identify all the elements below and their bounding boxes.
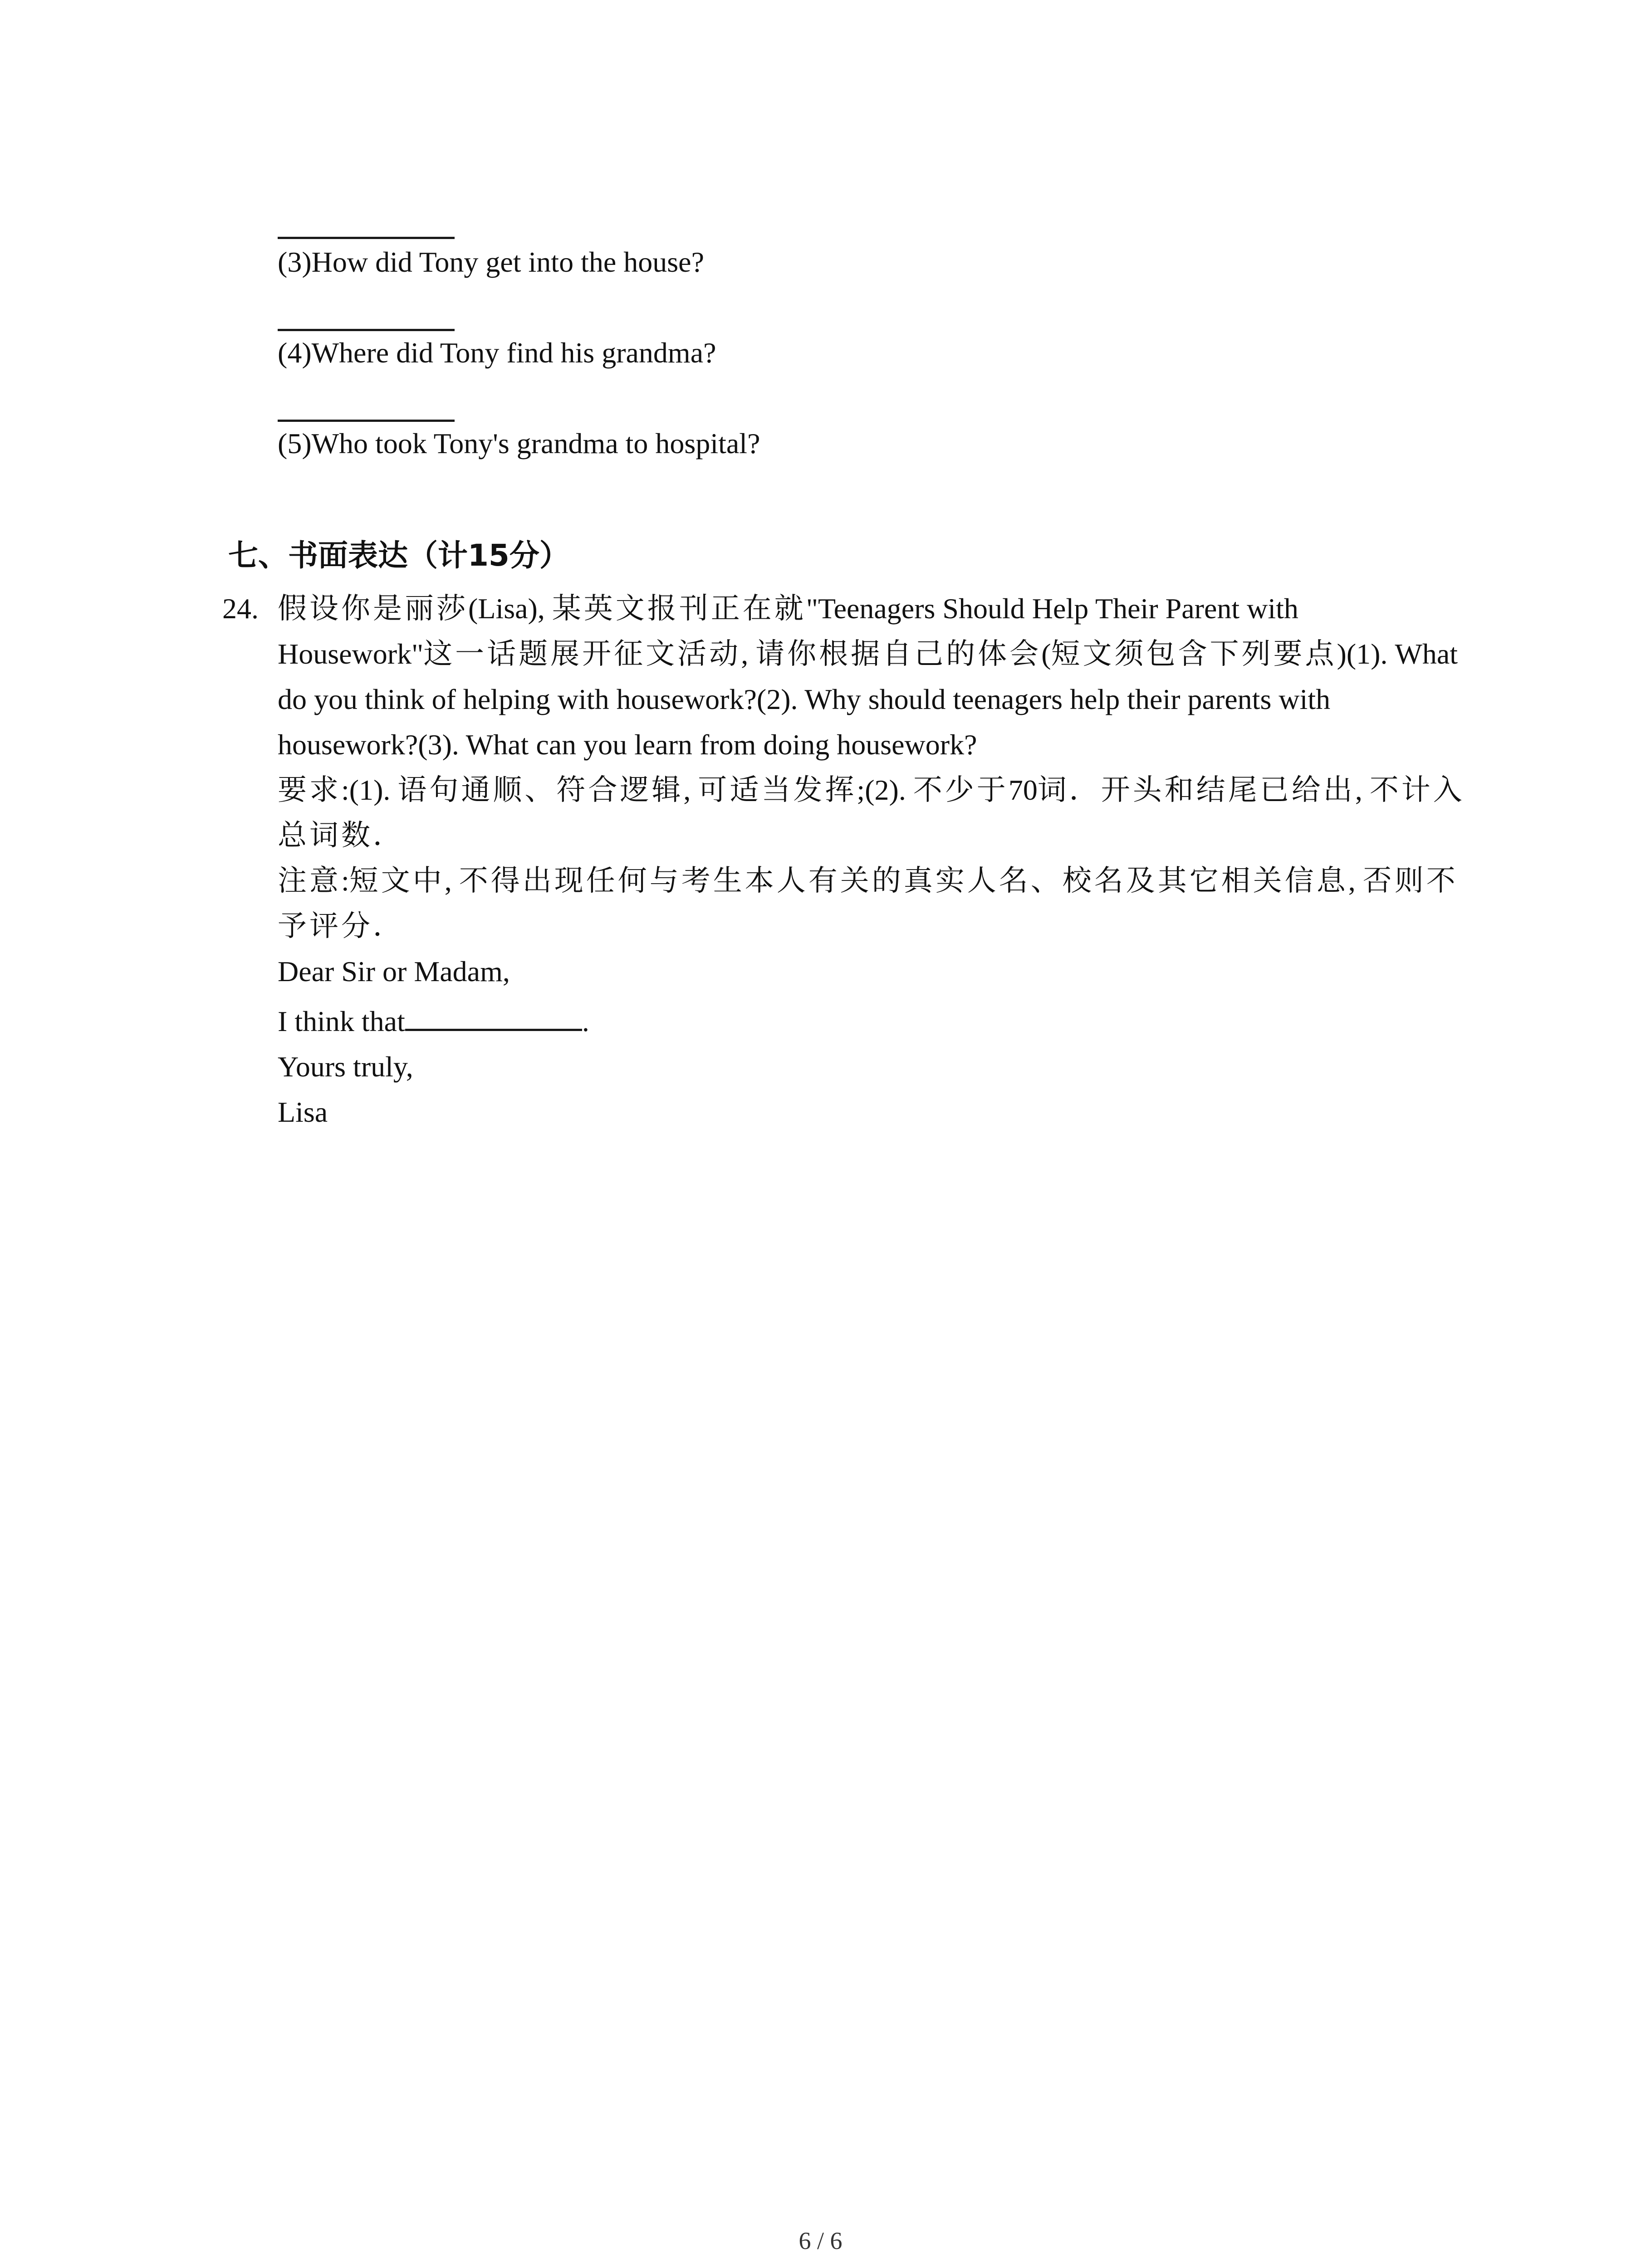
q24-line2-en4: )(1). What [1337,638,1458,670]
q24-line2-en3: ( [1041,638,1051,670]
q24-line2-en: Housework" [278,638,424,670]
q24-prompt-line-1 [278,588,1298,629]
q24-note-line-2: 予评分． [278,909,405,943]
q24-line1-cn: 假设你是丽莎 [278,592,468,626]
question-4: (4)Where did Tony find his grandma? [278,337,716,369]
req-cn-6: 不计入 [1369,773,1465,807]
q24-line1-cn2: 某英文报刊正在就 [552,592,806,626]
question-number: 24. [222,592,259,625]
letter-signature: Lisa [278,1096,328,1128]
q24-note-line-1 [278,860,1458,901]
req-en-5: , [1355,774,1370,806]
q24-prompt-line-2 [278,634,1458,675]
section-title: 七、书面表达（计15分） [228,538,569,573]
page-number: 6 / 6 [798,2227,843,2254]
req-cn-4: 不少于 [913,773,1009,807]
q24-line2-cn2: 请你根据自己的体会 [755,637,1042,671]
q24-line2-cn: 这一话题展开征文活动 [423,637,741,671]
question-5: (5)Who took Tony's grandma to hospital? [278,427,760,459]
answer-blank-q3[interactable] [278,329,455,331]
note-cn-3: 不得出现任何与考生本人有关的真实人名、校名及其它相关信息 [459,864,1348,898]
req-cn-1: 要求 [278,773,341,807]
answer-blank-q2[interactable] [278,237,455,239]
q24-requirements-line-1 [278,770,1465,811]
q24-line2-en2: , [741,638,756,670]
letter-body-start: I think that [278,1005,405,1037]
req-cn-5: 词．开头和结尾已给出 [1037,773,1355,807]
q24-line2-cn3: 短文须包含下列要点 [1051,637,1337,671]
req-en-3: ;(2). [857,774,913,806]
req-en-2: , [683,774,698,806]
answer-blank-q4[interactable] [278,420,455,422]
note-cn-2: 短文中 [349,864,445,898]
req-en-4: 70 [1008,774,1038,806]
note-cn-4: 否则不 [1362,864,1458,898]
letter-closing: Yours truly, [278,1051,413,1083]
note-en-2: , [444,865,459,897]
q24-prompt-line-4: housework?(3). What can you learn from doing housework? [278,728,977,761]
q24-line1-en2: "Teenagers Should Help Their Parent with [806,592,1298,625]
q24-line1-en: (Lisa), [468,592,552,625]
letter-body [278,1001,589,1042]
q24-requirements-line-2: 总词数． [278,819,405,852]
letter-answer-blank[interactable] [405,1006,582,1031]
letter-body-end: . [582,1005,589,1037]
req-cn-2: 语句通顺、符合逻辑 [397,773,684,807]
req-en-1: :(1). [341,774,398,806]
note-cn-1: 注意 [278,864,341,898]
q24-prompt-line-3: do you think of helping with housework?(2). Why should teenagers help their parents with [278,683,1331,715]
question-3: (3)How did Tony get into the house? [278,246,704,278]
req-cn-3: 可适当发挥 [698,773,857,807]
note-en-3: , [1348,865,1363,897]
note-en-1: : [341,865,349,897]
letter-salutation: Dear Sir or Madam, [278,955,510,987]
